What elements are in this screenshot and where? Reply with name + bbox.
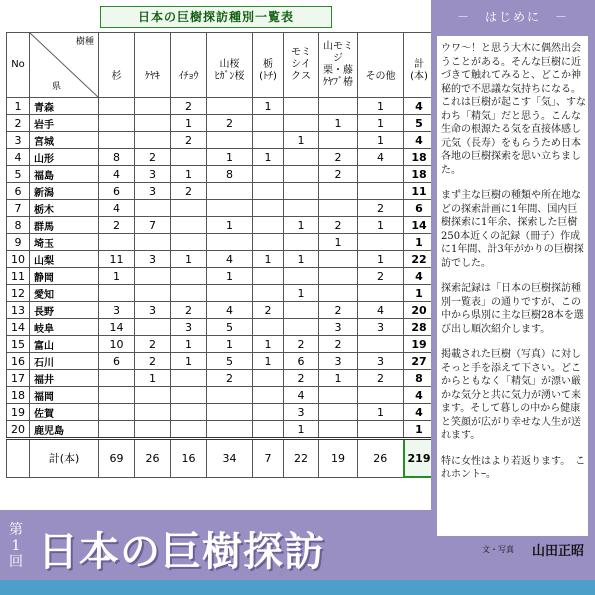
row-value: 1 <box>171 353 207 370</box>
author-name: 山田正昭 <box>532 544 585 559</box>
table-row <box>7 302 435 319</box>
row-value: 2 <box>135 353 171 370</box>
intro-paragraph: ウワ〜！と思う大木に偶然出会うことがある。そんな巨樹に近づきて触れてみると、どこか神秘的で不思議な気持ちになる。これは巨樹が起こす「気」、すなわち「精気」だと思う。こんな生命の根源たる気を直接体感し元気（長寿）をもらうため日本各地の巨樹探索を思い立ちました。 <box>441 43 586 176</box>
row-no: 15 <box>7 336 30 353</box>
row-value: 11 <box>99 251 135 268</box>
row-value: 4 <box>99 166 135 183</box>
table-row <box>7 251 435 268</box>
row-value <box>207 200 253 217</box>
total-label: 計(本) <box>30 439 99 478</box>
row-value <box>284 115 319 132</box>
table-header-row <box>7 33 435 98</box>
row-no: 7 <box>7 200 30 217</box>
row-value <box>253 404 284 421</box>
row-value <box>99 132 135 149</box>
row-value: 1 <box>404 421 435 439</box>
row-value <box>99 387 135 404</box>
row-value <box>207 98 253 115</box>
table-row <box>7 404 435 421</box>
row-value: 1 <box>253 98 284 115</box>
series-title: 日本の巨樹探訪 <box>38 529 325 575</box>
row-value <box>135 404 171 421</box>
row-value: 2 <box>171 302 207 319</box>
row-prefecture: 埼玉 <box>30 234 99 251</box>
table-row <box>7 183 435 200</box>
row-value: 14 <box>404 217 435 234</box>
row-value: 2 <box>284 336 319 353</box>
row-value: 2 <box>171 183 207 200</box>
row-value <box>253 387 284 404</box>
total-value: 219 <box>404 439 435 478</box>
total-row <box>7 439 435 478</box>
row-no: 8 <box>7 217 30 234</box>
row-value: 4 <box>358 149 404 166</box>
row-value: 1 <box>253 149 284 166</box>
row-prefecture: 佐賀 <box>30 404 99 421</box>
table-row <box>7 149 435 166</box>
row-no: 5 <box>7 166 30 183</box>
row-value <box>284 234 319 251</box>
header-col: 杉 <box>99 33 135 98</box>
row-no: 2 <box>7 115 30 132</box>
row-value: 1 <box>404 234 435 251</box>
row-value: 3 <box>358 353 404 370</box>
intro-paragraph: まず主な巨樹の種類や所在地などの探索計画に1年間、国内巨樹探索に1年余、探索した巨樹250本近くの記録（冊子）作成に1年間、計3年がかりの巨樹探訪でした。 <box>441 190 584 269</box>
row-value <box>207 285 253 302</box>
row-no: 14 <box>7 319 30 336</box>
row-value <box>358 285 404 302</box>
row-value: 1 <box>284 285 319 302</box>
total-blank <box>7 439 30 478</box>
row-value: 4 <box>404 98 435 115</box>
row-value <box>358 166 404 183</box>
row-no: 13 <box>7 302 30 319</box>
row-value: 2 <box>319 217 358 234</box>
row-value <box>319 132 358 149</box>
row-no: 12 <box>7 285 30 302</box>
row-value <box>207 183 253 200</box>
row-value: 8 <box>99 149 135 166</box>
row-value: 1 <box>99 268 135 285</box>
row-value: 1 <box>358 132 404 149</box>
row-value <box>99 404 135 421</box>
table-row <box>7 285 435 302</box>
total-value: 69 <box>99 439 135 478</box>
row-value: 1 <box>358 251 404 268</box>
row-value: 1 <box>319 234 358 251</box>
row-value: 11 <box>404 183 435 200</box>
bottom-stripe <box>0 580 595 595</box>
row-value: 1 <box>253 336 284 353</box>
row-value <box>171 268 207 285</box>
row-prefecture: 石川 <box>30 353 99 370</box>
row-value <box>319 387 358 404</box>
row-value: 19 <box>404 336 435 353</box>
row-value: 3 <box>135 302 171 319</box>
row-value: 7 <box>135 217 171 234</box>
row-value <box>171 217 207 234</box>
row-value: 1 <box>253 251 284 268</box>
row-value: 18 <box>404 166 435 183</box>
row-no: 18 <box>7 387 30 404</box>
row-value <box>253 166 284 183</box>
row-value: 1 <box>207 217 253 234</box>
row-value <box>319 268 358 285</box>
total-value: 19 <box>319 439 358 478</box>
row-value: 1 <box>284 421 319 439</box>
row-value: 1 <box>358 115 404 132</box>
row-value <box>284 268 319 285</box>
row-value <box>99 285 135 302</box>
row-value: 4 <box>404 268 435 285</box>
row-no: 1 <box>7 98 30 115</box>
row-value <box>99 98 135 115</box>
header-col: 山桜 ﾋｶﾞﾝ桜 <box>207 33 253 98</box>
row-value: 4 <box>404 387 435 404</box>
row-value <box>284 183 319 200</box>
table-row <box>7 200 435 217</box>
row-value <box>319 404 358 421</box>
row-value: 4 <box>207 251 253 268</box>
row-value <box>207 234 253 251</box>
row-value: 5 <box>207 319 253 336</box>
total-value: 34 <box>207 439 253 478</box>
table-row <box>7 336 435 353</box>
row-value <box>284 319 319 336</box>
row-value: 1 <box>358 217 404 234</box>
row-value <box>319 251 358 268</box>
row-value: 1 <box>284 132 319 149</box>
row-value: 1 <box>207 336 253 353</box>
row-value <box>207 132 253 149</box>
row-value: 10 <box>99 336 135 353</box>
row-prefecture: 鹿児島 <box>30 421 99 439</box>
row-value: 3 <box>135 166 171 183</box>
row-value: 4 <box>358 302 404 319</box>
header-col: 山モミジ 栗・藤 ｹﾔﾌﾞ椿 <box>319 33 358 98</box>
row-prefecture: 富山 <box>30 336 99 353</box>
row-value: 3 <box>135 251 171 268</box>
row-value: 3 <box>171 319 207 336</box>
row-value: 1 <box>358 404 404 421</box>
row-value <box>135 234 171 251</box>
row-value: 1 <box>319 115 358 132</box>
row-value: 4 <box>207 302 253 319</box>
row-value <box>135 387 171 404</box>
row-no: 10 <box>7 251 30 268</box>
row-value <box>253 421 284 439</box>
row-value <box>253 285 284 302</box>
row-prefecture: 長野 <box>30 302 99 319</box>
total-value: 22 <box>284 439 319 478</box>
row-value: 3 <box>99 302 135 319</box>
row-value <box>135 421 171 439</box>
row-value: 1 <box>319 370 358 387</box>
row-no: 11 <box>7 268 30 285</box>
table-row <box>7 421 435 439</box>
row-value: 3 <box>319 319 358 336</box>
total-value: 26 <box>135 439 171 478</box>
row-value <box>171 234 207 251</box>
row-value: 8 <box>207 166 253 183</box>
credit-label: 文・写真 <box>482 545 514 554</box>
row-value: 2 <box>207 115 253 132</box>
row-value: 2 <box>171 132 207 149</box>
row-value: 1 <box>253 353 284 370</box>
row-value: 4 <box>404 404 435 421</box>
row-value <box>99 234 135 251</box>
table-title: 日本の巨樹探訪種別一覧表 <box>100 6 332 28</box>
header-col: ｲﾁｮｳ <box>171 33 207 98</box>
table-row <box>7 217 435 234</box>
row-value <box>135 200 171 217</box>
row-value <box>358 421 404 439</box>
row-value <box>358 336 404 353</box>
row-value: 2 <box>284 370 319 387</box>
row-value: 2 <box>319 336 358 353</box>
row-prefecture: 愛知 <box>30 285 99 302</box>
row-value: 3 <box>284 404 319 421</box>
row-value: 4 <box>99 200 135 217</box>
table-row <box>7 319 435 336</box>
header-col: 栃 (ﾄﾁ) <box>253 33 284 98</box>
header-no: No <box>7 33 30 98</box>
row-value <box>135 98 171 115</box>
row-value <box>135 268 171 285</box>
row-value: 2 <box>358 268 404 285</box>
row-prefecture: 宮城 <box>30 132 99 149</box>
table-row <box>7 132 435 149</box>
header-col: モミ シイ クス <box>284 33 319 98</box>
header-species-label: 樹種 <box>75 37 94 47</box>
row-value: 2 <box>319 149 358 166</box>
row-value: 6 <box>284 353 319 370</box>
row-value <box>319 285 358 302</box>
row-value <box>284 200 319 217</box>
row-value: 1 <box>404 285 435 302</box>
row-prefecture: 山梨 <box>30 251 99 268</box>
row-value <box>253 200 284 217</box>
intro-paragraph: 掲載された巨樹（写真）に対しそっと手を添えて下さい。どこからともなく「精気」が漂い厳かな気分と共に気力が湧いて来ます。そして暮しの中から健康と笑顔が広がり幸せな人生が送れます。 <box>441 349 581 441</box>
row-value: 3 <box>135 183 171 200</box>
row-value: 6 <box>99 183 135 200</box>
row-prefecture: 群馬 <box>30 217 99 234</box>
total-value: 16 <box>171 439 207 478</box>
intro-heading: － はじめに － <box>456 10 569 24</box>
row-value: 27 <box>404 353 435 370</box>
table-row <box>7 370 435 387</box>
row-value: 1 <box>284 251 319 268</box>
row-value: 6 <box>404 200 435 217</box>
row-no: 3 <box>7 132 30 149</box>
row-prefecture: 青森 <box>30 98 99 115</box>
intro-paragraph: 特に女性はより若返ります。 これホントｰ。 <box>441 455 586 480</box>
row-value <box>284 302 319 319</box>
row-prefecture: 福井 <box>30 370 99 387</box>
row-value <box>319 200 358 217</box>
row-value <box>207 404 253 421</box>
header-pref-label: 県 <box>52 82 62 92</box>
total-value: 26 <box>358 439 404 478</box>
row-value <box>358 183 404 200</box>
row-value: 2 <box>135 336 171 353</box>
row-value: 1 <box>207 268 253 285</box>
row-value <box>99 370 135 387</box>
row-value <box>319 98 358 115</box>
row-value: 2 <box>358 200 404 217</box>
row-value <box>135 132 171 149</box>
row-prefecture: 新潟 <box>30 183 99 200</box>
row-no: 20 <box>7 421 30 439</box>
row-prefecture: 静岡 <box>30 268 99 285</box>
row-value <box>358 387 404 404</box>
row-value: 2 <box>253 302 284 319</box>
row-value <box>253 319 284 336</box>
row-value: 5 <box>207 353 253 370</box>
row-value: 8 <box>404 370 435 387</box>
row-prefecture: 山形 <box>30 149 99 166</box>
row-value: 20 <box>404 302 435 319</box>
row-value <box>99 115 135 132</box>
row-value <box>135 319 171 336</box>
row-prefecture: 福島 <box>30 166 99 183</box>
row-no: 19 <box>7 404 30 421</box>
row-value: 28 <box>404 319 435 336</box>
row-value <box>171 370 207 387</box>
row-value <box>319 421 358 439</box>
row-value: 2 <box>319 166 358 183</box>
row-no: 6 <box>7 183 30 200</box>
table-row <box>7 387 435 404</box>
episode-label: 第1回 <box>9 522 23 570</box>
row-value <box>253 115 284 132</box>
table-row <box>7 115 435 132</box>
row-value <box>253 268 284 285</box>
row-no: 16 <box>7 353 30 370</box>
row-value: 1 <box>135 370 171 387</box>
row-value <box>135 115 171 132</box>
header-col: 計 (本) <box>404 33 435 98</box>
row-value <box>171 149 207 166</box>
header-col: ｹﾔｷ <box>135 33 171 98</box>
row-value: 1 <box>171 115 207 132</box>
row-value <box>135 285 171 302</box>
table-row <box>7 268 435 285</box>
table-row <box>7 166 435 183</box>
row-value <box>171 421 207 439</box>
row-value: 1 <box>207 149 253 166</box>
row-value <box>319 183 358 200</box>
row-value <box>284 149 319 166</box>
row-value: 3 <box>358 319 404 336</box>
row-value <box>358 234 404 251</box>
row-prefecture: 岐阜 <box>30 319 99 336</box>
row-value: 2 <box>171 98 207 115</box>
row-value <box>171 200 207 217</box>
row-value <box>253 183 284 200</box>
table-row <box>7 234 435 251</box>
row-value <box>284 98 319 115</box>
row-value <box>253 370 284 387</box>
row-prefecture: 岩手 <box>30 115 99 132</box>
row-value: 5 <box>404 115 435 132</box>
row-value <box>207 421 253 439</box>
row-value <box>171 387 207 404</box>
intro-paragraph: 探索記録は「日本の巨樹探訪種別一覧表」の通りですが、この中から県別に主な巨樹28本を選び出し順次紹介します。 <box>441 283 584 335</box>
row-no: 9 <box>7 234 30 251</box>
row-value: 2 <box>319 302 358 319</box>
row-value <box>284 166 319 183</box>
row-value <box>207 387 253 404</box>
table-row <box>7 98 435 115</box>
row-value <box>253 217 284 234</box>
row-value <box>171 404 207 421</box>
row-value: 22 <box>404 251 435 268</box>
row-value <box>171 285 207 302</box>
row-value <box>99 421 135 439</box>
row-no: 4 <box>7 149 30 166</box>
row-value: 2 <box>207 370 253 387</box>
row-value: 4 <box>284 387 319 404</box>
row-value: 6 <box>99 353 135 370</box>
row-value: 14 <box>99 319 135 336</box>
header-corner <box>30 33 99 98</box>
header-col: その他 <box>358 33 404 98</box>
row-value: 18 <box>404 149 435 166</box>
row-value: 2 <box>99 217 135 234</box>
row-prefecture: 栃木 <box>30 200 99 217</box>
row-value: 1 <box>358 98 404 115</box>
row-value: 2 <box>135 149 171 166</box>
row-value: 1 <box>284 217 319 234</box>
total-value: 7 <box>253 439 284 478</box>
intro-text <box>441 42 586 494</box>
row-value: 1 <box>171 166 207 183</box>
row-value: 1 <box>171 336 207 353</box>
species-table <box>6 32 436 478</box>
row-value: 3 <box>319 353 358 370</box>
row-value: 4 <box>404 132 435 149</box>
row-value <box>253 234 284 251</box>
table-row <box>7 353 435 370</box>
row-value <box>253 132 284 149</box>
row-value: 2 <box>358 370 404 387</box>
row-value: 1 <box>171 251 207 268</box>
row-prefecture: 福岡 <box>30 387 99 404</box>
row-no: 17 <box>7 370 30 387</box>
